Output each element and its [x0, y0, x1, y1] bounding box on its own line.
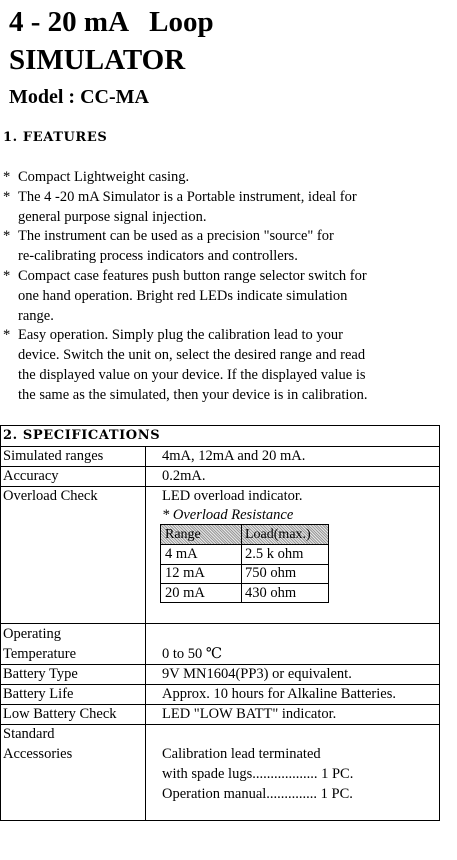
feature-text: the same as the simulated, then your device is in calibration. [18, 386, 368, 403]
spec-label-overload-check: Overload Check [3, 488, 98, 504]
feature-text: re-calibrating process indicators and controllers. [18, 248, 298, 265]
spec-label-standard: Standard [3, 726, 55, 742]
bullet-star: * [3, 327, 11, 344]
overload-load-cell: 2.5 k ohm [245, 546, 304, 562]
spec-value-battery-type: 9V MN1604(PP3) or equivalent. [162, 666, 352, 682]
product-title-line1: 4 - 20 mA Loop [9, 6, 214, 38]
feature-line [0, 188, 452, 208]
spec-label-accessories: Accessories [3, 746, 73, 762]
overload-header-range: Range [165, 527, 201, 542]
model-number: Model : CC-MA [9, 86, 149, 108]
features-list [0, 168, 452, 406]
bullet-star: * [3, 267, 11, 284]
overload-resistance-table [160, 524, 329, 603]
overload-load-cell: 430 ohm [245, 585, 297, 601]
spec-value-accuracy: 0.2mA. [162, 468, 206, 484]
spec-label-operating: Operating [3, 626, 61, 642]
feature-text: range. [18, 307, 54, 324]
feature-text: device. Switch the unit on, select the desired range and read [18, 347, 366, 364]
product-title-line2: SIMULATOR [9, 44, 186, 76]
overload-range-cell: 12 mA [165, 565, 205, 581]
feature-line [0, 168, 452, 188]
feature-line [0, 208, 452, 228]
feature-line [0, 227, 452, 247]
spec-label-simulated-ranges: Simulated ranges [3, 448, 104, 464]
overload-load-cell: 750 ohm [245, 565, 297, 581]
accessory-line: with spade lugs.................. 1 PC. [162, 766, 354, 782]
spec-label-low-battery-check: Low Battery Check [3, 706, 117, 722]
feature-text: Compact Lightweight casing. [18, 169, 190, 185]
feature-line [0, 326, 452, 346]
feature-text: one hand operation. Bright red LEDs indicate simulation [18, 287, 348, 304]
bullet-star: * [3, 188, 11, 205]
spec-value-overload-check: LED overload indicator. [162, 488, 303, 504]
spec-label-temperature: Temperature [3, 646, 77, 662]
overload-resistance-title: * Overload Resistance [162, 507, 294, 523]
feature-line [0, 287, 452, 307]
overload-range-cell: 4 mA [165, 546, 198, 562]
feature-text: the displayed value on your device. If the displayed value is [18, 366, 366, 383]
spec-label-battery-type: Battery Type [3, 666, 78, 682]
specifications-heading: 2. SPECIFICATIONS [3, 428, 161, 443]
overload-header-load: Load(max.) [245, 527, 311, 542]
overload-column-divider [241, 525, 242, 602]
feature-text: The 4 -20 mA Simulator is a Portable instrument, ideal for [18, 188, 357, 205]
spec-value-battery-life: Approx. 10 hours for Alkaline Batteries. [162, 686, 396, 702]
feature-line [0, 307, 452, 327]
spec-value-low-battery-check: LED "LOW BATT" indicator. [162, 706, 337, 722]
feature-text: The instrument can be used as a precision "source" for [18, 228, 334, 245]
feature-text: Easy operation. Simply plug the calibration lead to your [18, 327, 343, 344]
accessory-line: Operation manual.............. 1 PC. [162, 786, 353, 802]
spec-value-simulated-ranges: 4mA, 12mA and 20 mA. [162, 448, 306, 464]
feature-line [0, 386, 452, 406]
bullet-star: * [3, 169, 11, 185]
spec-label-battery-life: Battery Life [3, 686, 74, 702]
feature-text: general purpose signal injection. [18, 208, 207, 225]
feature-line [0, 346, 452, 366]
spec-label-accuracy: Accuracy [3, 468, 59, 484]
features-heading: 1. FEATURES [3, 130, 108, 145]
feature-line [0, 267, 452, 287]
bullet-star: * [3, 228, 11, 245]
feature-text: Compact case features push button range selector switch for [18, 267, 367, 284]
column-divider [145, 446, 146, 821]
spec-value-operating-temperature: 0 to 50 ℃ [162, 646, 223, 662]
overload-range-cell: 20 mA [165, 585, 205, 601]
row-divider [0, 623, 440, 624]
feature-line [0, 366, 452, 386]
feature-line [0, 247, 452, 267]
accessory-line: Calibration lead terminated [162, 746, 321, 762]
